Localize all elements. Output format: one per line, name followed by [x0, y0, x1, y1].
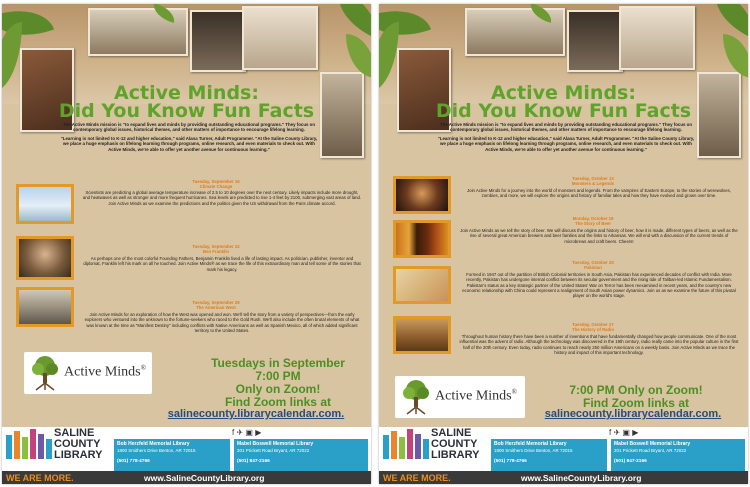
library-branch-info	[114, 439, 230, 471]
social-links	[232, 428, 261, 437]
library-name-line: LIBRARY	[431, 449, 480, 461]
promo-line: Find Zoom links at	[224, 395, 331, 409]
vintage-radio-image	[393, 316, 451, 354]
branch-address: 1800 Smithers Drive Benton, AR 72015	[117, 448, 196, 453]
branch-name: Bob Herzfeld Memorial Library	[494, 441, 567, 447]
library-name-line: SALINE	[54, 427, 95, 439]
zoom-link[interactable]: salinecounty.librarycalendar.com.	[167, 408, 345, 420]
tree-icon	[401, 379, 431, 415]
mission-paragraph: The Active Minds mission is "to expand lives and minds by providing outstanding educational programs." They focus on contemporary global issues, historical themes, and other matters of importance to encourage lifelong learning.	[62, 122, 316, 133]
event-heading	[82, 179, 350, 189]
event-date: Tuesday, October 13	[572, 176, 614, 181]
event-description: Join Active Minds as we tell the story of beer. We will discuss the origins and history of beer, how it is made, different types of beers, as well as the rise of several great American brewers and beer families and the links to Arkansas. We will end with a discussion of the current trends of microbrews and craft beers. Cheers!	[460, 228, 738, 244]
event-heading	[459, 322, 727, 332]
branch-phone: (501) 778-4766	[494, 459, 527, 464]
library-name-line: COUNTY	[431, 438, 478, 450]
flyer-subtitle: Did You Know Fun Facts	[58, 100, 315, 122]
event-topic: The Story of Beer	[575, 221, 611, 227]
library-branch-info	[491, 439, 607, 471]
footer-bar	[2, 471, 371, 484]
event-description: Join Active Minds for an exploration of how the West was opened and won. We'll tell the story from a variety of perspectives—from the early explorers who ventured into the unknown to the fortune-seekers who raced to the Gold Rush. We'll also include the often brutal elements of what was known at the time as "Manifest Destiny" including conflicts with Native Americans as well as Spanish Mexico, all of which added significant territory to the United States.	[84, 312, 360, 333]
portrait-photo-image	[567, 10, 623, 72]
pakistan-map-image	[393, 266, 451, 304]
flyer-september	[2, 4, 371, 484]
facebook-icon[interactable]: f	[609, 428, 612, 437]
branch-phone: (501) 847-2166	[237, 459, 270, 464]
tree-icon	[30, 355, 60, 391]
library-logo-icon	[383, 429, 429, 459]
event-date: Tuesday, September 15	[192, 179, 240, 184]
event-date: Tuesday, October 27	[572, 322, 614, 327]
event-topic: The History of Radio	[571, 327, 615, 333]
youtube-icon[interactable]: ▶	[632, 428, 639, 437]
iceberg-image	[16, 184, 74, 224]
flyer-subtitle: Did You Know Fun Facts	[435, 100, 692, 122]
monster-image	[393, 176, 451, 214]
branch-phone: (501) 778-4766	[117, 459, 150, 464]
portrait-photo-image	[190, 10, 246, 72]
beer-glasses-image	[393, 220, 451, 258]
branch-phone: (501) 847-2166	[614, 459, 647, 464]
event-topic: Monsters & Legends	[571, 181, 615, 187]
branch-address: 201 Prickett Road Bryant, AR 72022	[614, 448, 687, 453]
branch-name: Bob Herzfeld Memorial Library	[117, 441, 190, 447]
tagline: WE ARE MORE.	[383, 473, 451, 483]
promo-line: 7:00 PM	[255, 369, 301, 383]
leaf-decoration	[379, 22, 399, 92]
promo-line: 7:00 PM Only on Zoom!	[569, 383, 703, 397]
event-description: As perhaps one of the most colorful Founding Fathers, Benjamin Franklin lived a life of lasting impact. As politician, publisher, inventor and diplomat, Franklin left his mark on all he touched. Join Active Minds® as we trace the life of this extraordinary man and tell some of the stories that mark his legacy.	[83, 256, 361, 272]
instagram-icon[interactable]: ▣	[245, 428, 253, 437]
tagline: WE ARE MORE.	[6, 473, 74, 483]
event-description: Formed in 1947 out of the partition of British Colonial territories in South Asia, Pakistan has experienced decades of conflict with India. More recently, Pakistan has undergone internal conflict between its secular government and the rising tide of Taliban-led Islamic Fundamentalism. Pakistan's status as a key strategic partner of the United States' War on Terror has been reexamined in recent years, and the country's new economic relationship with China could represent a realignment of South Asian power dynamics. Join us as we examine the future of this pivotal player on the world's stage.	[462, 272, 736, 299]
website-link[interactable]: www.SalineCountyLibrary.org	[521, 473, 642, 483]
leaf-decoration	[328, 4, 371, 37]
leaf-decoration	[2, 22, 22, 92]
event-date: Monday, October 19	[572, 216, 614, 221]
portrait-photo-image	[619, 6, 695, 70]
promo-line: Tuesdays in September	[211, 356, 345, 370]
portrait-photo-image	[242, 6, 318, 70]
event-heading	[459, 260, 727, 270]
event-description: Join Active Minds for a journey into the world of monsters and legends. From the vampires of Eastern Europe, to the stories of werewolves, zombies, and more, we will explore the origins and history of familiar tales and how they have evolved and grown over time.	[467, 188, 731, 199]
mission-statement	[58, 122, 320, 155]
event-description: Throughout human history there have been a number of inventions that have fundamentally changed how people communicate. One of the most influential was the advent of radio. Although the technology was discovered in the 19th century, radio really came into the popular culture in the first half of the 20th century. Even today, radio continues to reach nearly 250 million Americans on a weekly basis. Join Active Minds as we trace the history and impact of this important technology.	[459, 334, 739, 355]
promo-line: Only on Zoom!	[235, 382, 321, 396]
branch-name: Mabel Boswell Memorial Library	[614, 441, 691, 447]
active-minds-logo	[395, 376, 525, 418]
event-heading	[82, 244, 350, 254]
instagram-icon[interactable]: ▣	[622, 428, 630, 437]
mission-paragraph: The Active Minds mission is "to expand lives and minds by providing outstanding educational programs." They focus on contemporary global issues, historical themes, and other matters of importance to encourage lifelong learning.	[439, 122, 693, 133]
promo-text	[529, 384, 743, 410]
mission-statement	[435, 122, 697, 155]
twitter-icon[interactable]: ✈	[236, 428, 244, 437]
flyer-october	[379, 4, 748, 484]
quote-paragraph: "Learning is not limited to K-12 and higher education," said Alana Turner, Adult Programmer. "At the Saline County Library, we place a huge emphasis on lifelong learning through programs, online research, and even materials to check out. With Active Minds, we're able to offer yet another avenue for continuous learning."	[437, 135, 695, 152]
promo-line: Find Zoom links at	[582, 396, 689, 410]
facebook-icon[interactable]: f	[232, 428, 235, 437]
library-name-line: LIBRARY	[54, 449, 103, 461]
active-minds-wordmark: Active Minds®	[435, 388, 517, 404]
website-link[interactable]: www.SalineCountyLibrary.org	[144, 473, 265, 483]
library-branch-info	[611, 439, 745, 471]
quote-paragraph: "Learning is not limited to K-12 and higher education," said Alana Turner, Adult Programmer. "At the Saline County Library, we place a huge emphasis on lifelong learning through programs, online research, and even materials to check out. With Active Minds, we're able to offer yet another avenue for continuous learning."	[60, 135, 318, 152]
event-date: Tuesday, September 29	[192, 300, 240, 305]
event-heading	[459, 216, 727, 226]
flyer-title: Active Minds:	[114, 82, 259, 104]
library-name-line: SALINE	[431, 427, 472, 439]
event-heading	[459, 176, 727, 186]
library-branch-info	[234, 439, 368, 471]
event-heading	[82, 300, 350, 310]
promo-text	[188, 357, 368, 409]
event-date: Tuesday, October 20	[572, 260, 614, 265]
branch-name: Mabel Boswell Memorial Library	[237, 441, 314, 447]
youtube-icon[interactable]: ▶	[255, 428, 262, 437]
event-description: Scientists are predicting a global average temperature increase of 2.5 to 10 degrees over the next century. Likely impacts include more drought, and heatwaves as well as stronger and more frequent hurricanes. Sea levels are predicted to rise 1-4 feet by 2100, submerging vast areas of land. Join Active Minds as we examine the predictions and the politics given the US withdrawal from the Paris climate accord.	[82, 190, 362, 206]
library-footer	[379, 427, 748, 471]
active-minds-wordmark: Active Minds®	[64, 364, 146, 380]
covered-wagon-image	[16, 287, 74, 327]
event-topic: Climate Change	[199, 184, 233, 190]
library-logo-icon	[6, 429, 52, 459]
event-topic: Ben Franklin	[202, 249, 230, 255]
library-name-line: COUNTY	[54, 438, 101, 450]
footer-bar	[379, 471, 748, 484]
branch-address: 1800 Smithers Drive Benton, AR 72015	[494, 448, 573, 453]
event-date: Tuesday, September 22	[192, 244, 240, 249]
branch-address: 201 Prickett Road Bryant, AR 72022	[237, 448, 310, 453]
social-links	[609, 428, 638, 437]
franklin-portrait-image	[16, 236, 74, 280]
flyer-title: Active Minds:	[491, 82, 636, 104]
active-minds-logo	[24, 352, 152, 394]
leaf-decoration	[705, 4, 748, 37]
zoom-link[interactable]: salinecounty.librarycalendar.com.	[544, 408, 722, 420]
twitter-icon[interactable]: ✈	[613, 428, 621, 437]
event-topic: Pakistan	[584, 265, 602, 271]
library-footer	[2, 427, 371, 471]
event-topic: The American West	[196, 305, 236, 311]
